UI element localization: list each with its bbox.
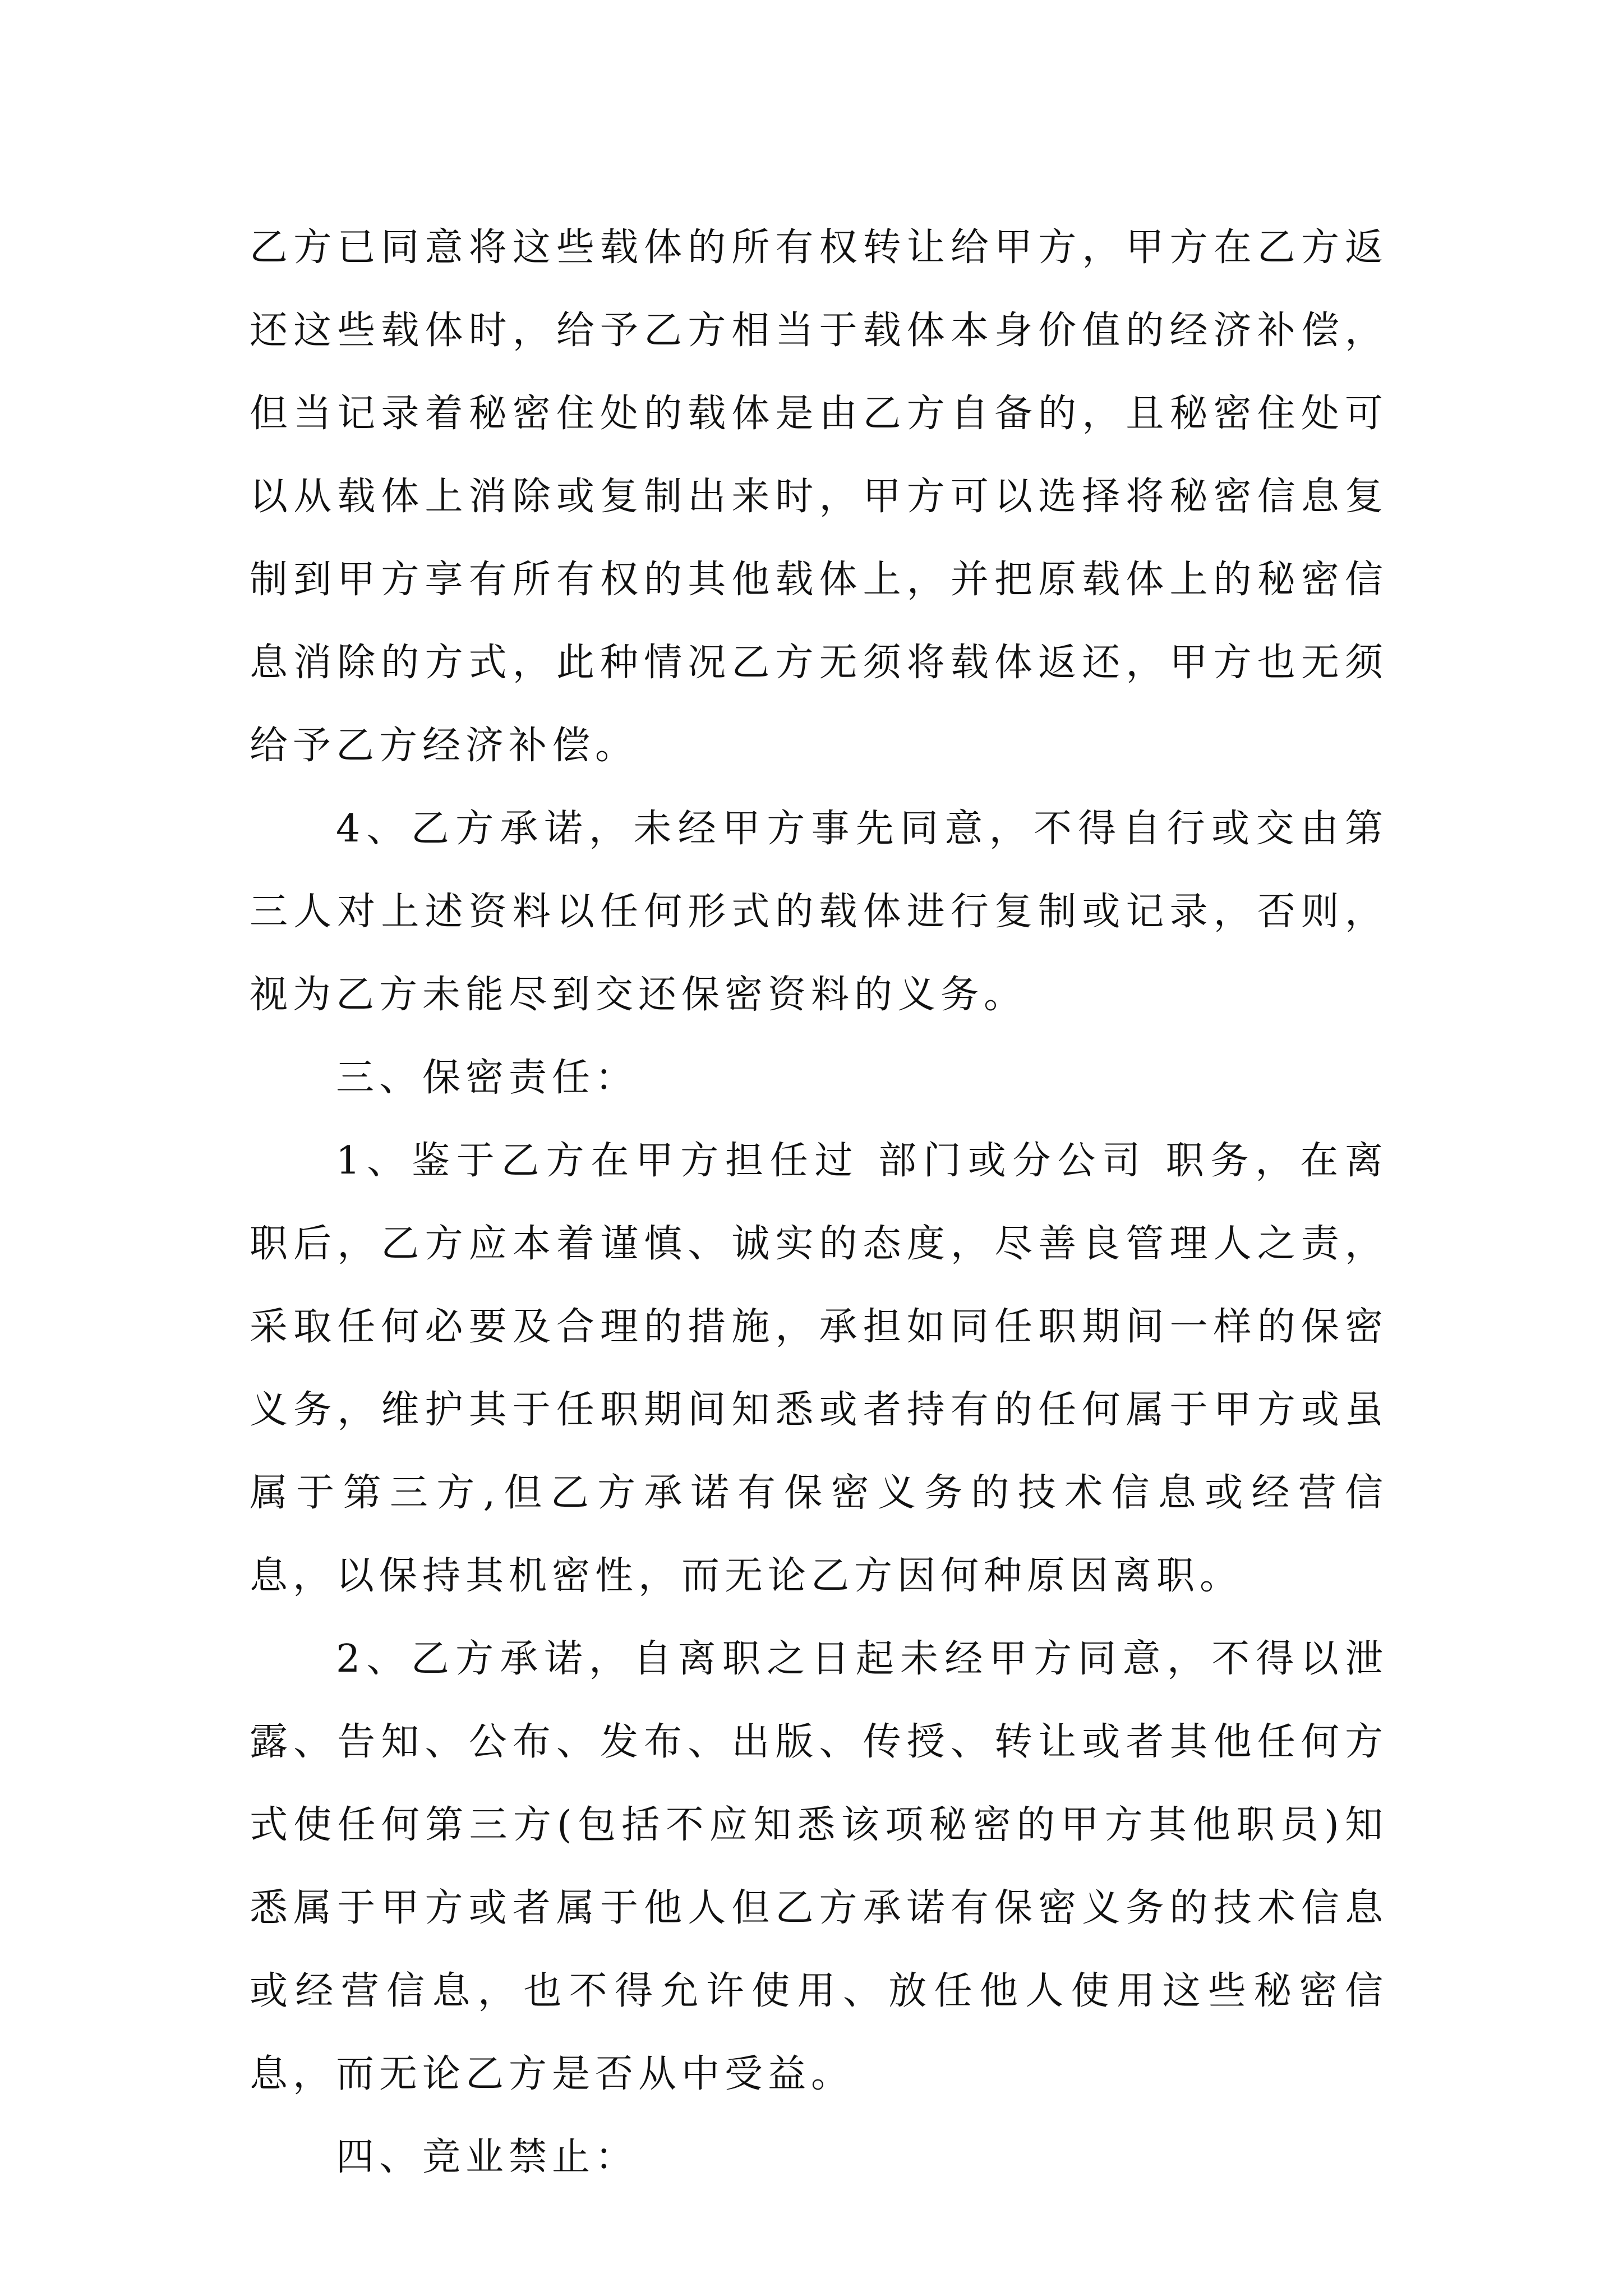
paragraph-clause-2-non-disclosure: 2、乙方承诺，自离职之日起未经甲方同意，不得以泄露、告知、公布、发布、出版、传授、转让或者其他任何方式使任何第三方(包括不应知悉该项秘密的甲方其他职员)知悉属于甲方或者属于他人但乙方承诺有保密义务的技术信息或经营信息，也不得允许使用、放任他人使用这些秘密信息，而无论乙方是否从中受益。 [250, 1637, 1388, 2096]
section-heading-confidentiality: 三、保密责任： [336, 1056, 639, 1100]
paragraph-carrier-ownership: 乙方已同意将这些载体的所有权转让给甲方，甲方在乙方返还这些载体时，给予乙方相当于载体本身价值的经济补偿，但当记录着秘密住处的载体是由乙方自备的，且秘密住处可以从载体上消除或复制出来时，甲方可以选择将秘密信息复制到甲方享有所有权的其他载体上，并把原载体上的秘密信息消除的方式，此种情况乙方无须将载体返还，甲方也无须给予乙方经济补偿。 [250, 226, 1388, 768]
document-body [250, 206, 1388, 2199]
section-heading-non-compete: 四、竞业禁止： [336, 2135, 639, 2179]
paragraph-clause-1-confidentiality-duty: 1、鉴于乙方在甲方担任过 部门或分公司 职务，在离职后，乙方应本着谨慎、诚实的态度，尽善良管理人之责，采取任何必要及合理的措施，承担如同任职期间一样的保密义务，维护其于任职期间知悉或者持有的任何属于甲方或虽属于第三方,但乙方承诺有保密义务的技术信息或经营信息，以保持其机密性，而无论乙方因何种原因离职。 [250, 1139, 1388, 1598]
paragraph-clause-4-no-copying: 4、乙方承诺，未经甲方事先同意，不得自行或交由第三人对上述资料以任何形式的载体进行复制或记录，否则，视为乙方未能尽到交还保密资料的义务。 [250, 807, 1388, 1017]
